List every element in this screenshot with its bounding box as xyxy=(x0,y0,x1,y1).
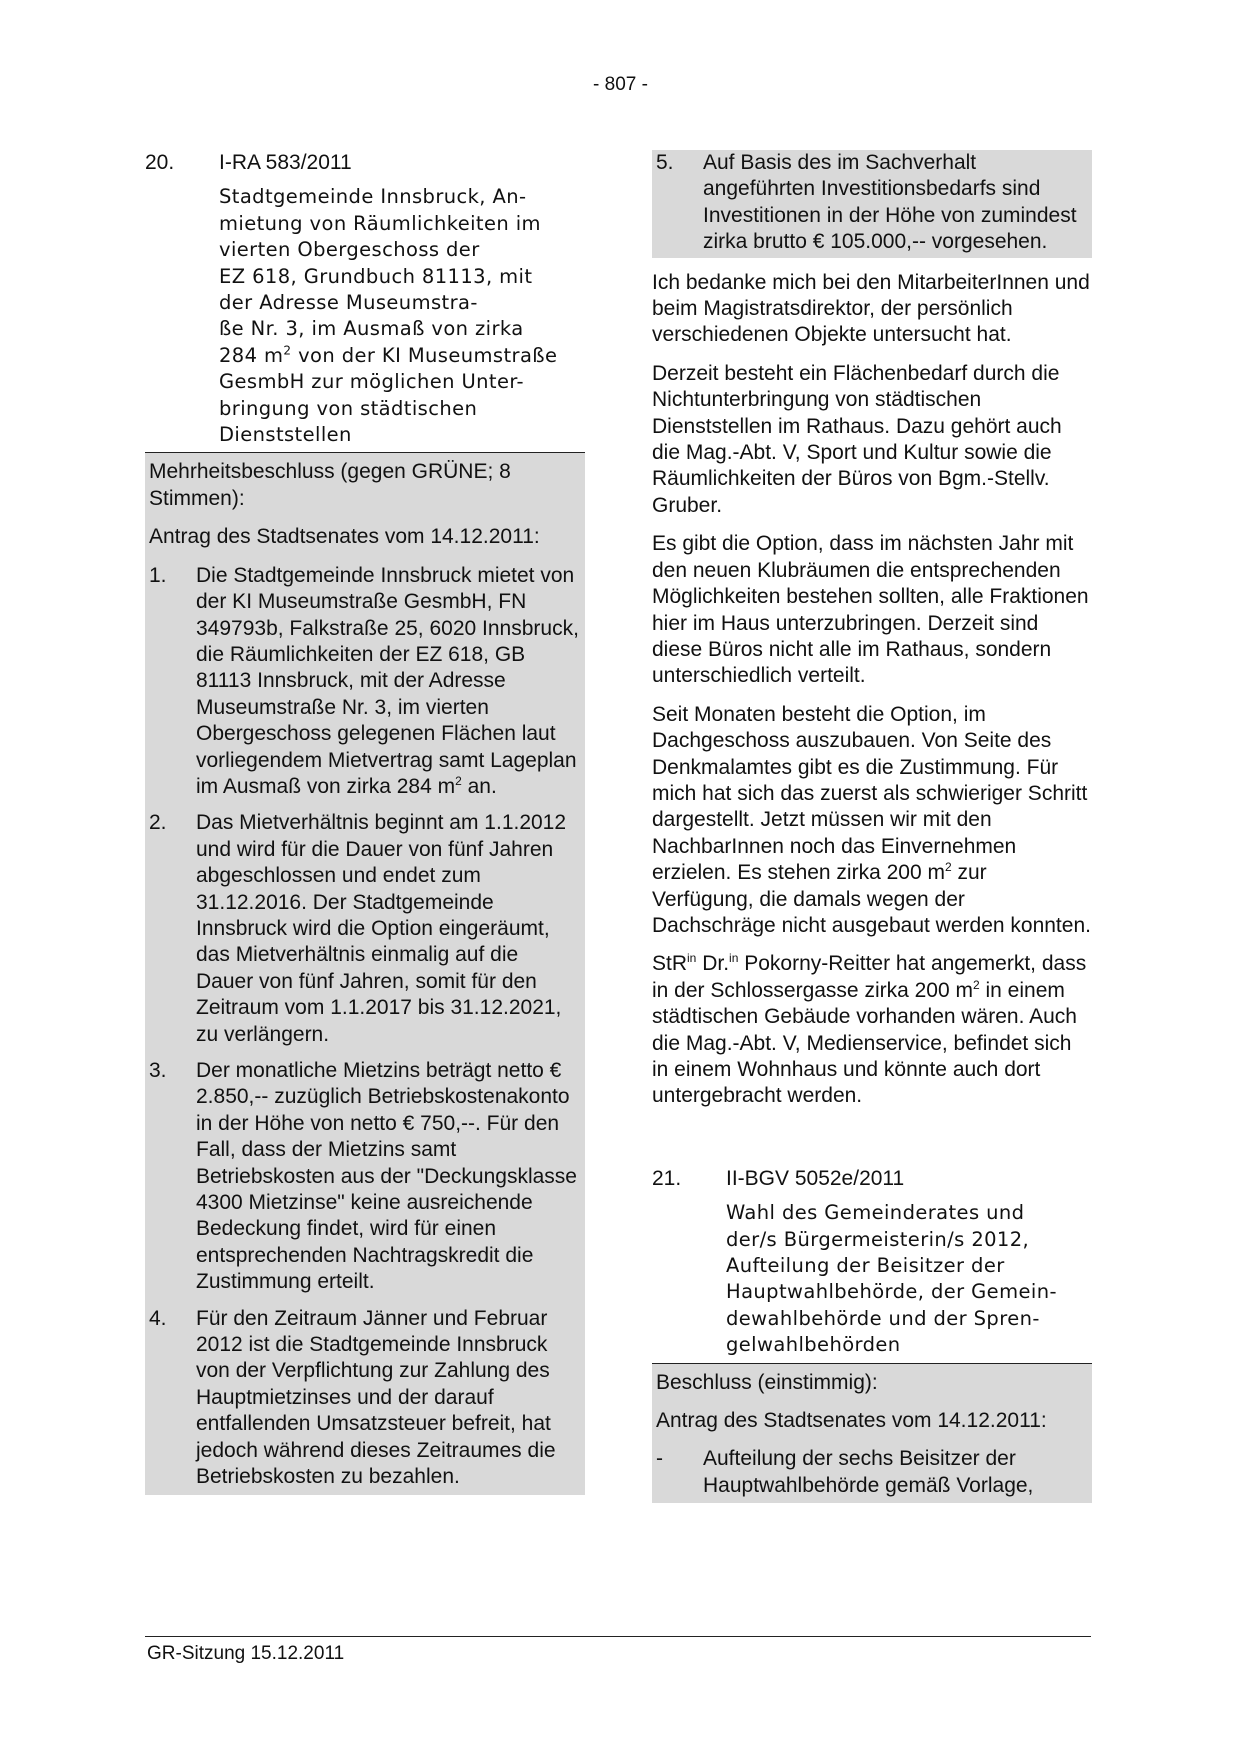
subject-line: GesmbH zur möglichen Unter- xyxy=(219,370,524,394)
resolution-text: Beschluss (einstimmig): xyxy=(656,1370,878,1394)
resolution-text: Mehrheitsbeschluss (gegen GRÜNE; 8 Stimmen): xyxy=(149,460,511,510)
left-column xyxy=(145,150,585,1495)
agenda-item-subject xyxy=(726,1200,1092,1362)
continued-list-block xyxy=(652,150,1092,258)
list-item: 3. Der monatliche Mietzins beträgt netto € 2.850,-- zuzüglich Betriebskostenakonto in der Höhe von netto € 750,--. Für den Fall, dass der Mietzins samt Betriebskosten aus der "Deckungsklasse 4300 Mietzinse" keine ausreichende Bedeckung findet, wird für einen entsprechenden Nachtragskredit die Zustimmung erteilt. xyxy=(149,1059,577,1294)
resolution-block xyxy=(652,1364,1092,1504)
subject-line: mietung von Räumlichkeiten im xyxy=(219,211,541,235)
subject-line: bringung von städtischen xyxy=(219,396,478,420)
motion-text: Antrag des Stadtsenates vom 14.12.2011: xyxy=(656,1409,1047,1433)
footer: GR-Sitzung 15.12.2011 xyxy=(147,1643,345,1664)
list-item: 1. Die Stadtgemeinde Innsbruck mietet von der KI Museumstraße GesmbH, FN 349793b, Falkstraße 25, 6020 Innsbruck, die Räumlichkeiten der EZ 618, GB 81113 Innsbruck, mit der Adresse Museumstraße Nr. 3, im vierten Obergeschoss gelegenen Flächen laut vorliegendem Mietvertrag samt Lageplan im Ausmaß von zirka 284 $m^2$ an. xyxy=(149,563,579,798)
list-item: 4. Für den Zeitraum Jänner und Februar 2012 ist die Stadtgemeinde Innsbruck von der Verpflichtung zur Zahlung des Hauptmietzinses und der darauf entfallenden Umsatzsteuer befreit, hat jedoch während dieses Zeitraumes die Betriebskosten zu bezahlen. xyxy=(149,1306,556,1489)
list-item: - Aufteilung der sechs Beisitzer der Hauptwahlbehörde gemäß Vorlage, xyxy=(656,1447,1034,1497)
subject-line: ße Nr. 3, im Ausmaß von zirka xyxy=(219,317,524,341)
subject-line: 284 $m^2$ von der KI Museumstraße xyxy=(219,343,558,367)
paragraph: StR$^{in}$ Dr.$^{in}$ Pokorny-Reitter hat angemerkt, dass in der Schlossergasse zirka 200 $m^2$ in einem städtischen Gebäude vorhanden wären. Auch die Mag.-Abt. V, Medienservice, befindet sich in einem Wohnhaus und könnte auch dort untergebracht werden. xyxy=(652,951,1087,1108)
paragraph: Ich bedanke mich bei den MitarbeiterInnen und beim Magistratsdirektor, der persönlich verschiedenen Objekte untersucht hat. xyxy=(652,270,1090,347)
subject-line: vierten Obergeschoss der xyxy=(219,238,480,262)
paragraph: Es gibt die Option, dass im nächsten Jahr mit den neuen Klubräumen die entsprechenden Möglichkeiten bestehen sollten, alle Fraktionen hier im Haus unterzubringen. Derzeit sind diese Büros nicht alle im Rathaus, sondern unterschiedlich verteilt. xyxy=(652,532,1089,688)
right-column xyxy=(652,150,1092,1503)
subject-line: Hauptwahlbehörde, der Gemein- xyxy=(726,1280,1057,1304)
list-item: 5. Auf Basis des im Sachverhalt angeführten Investitionsbedarfs sind Investitionen in der Höhe von zumindest zirka brutto € 105.000,-- vorgesehen. xyxy=(656,151,1077,254)
agenda-item-number: 20. xyxy=(145,151,175,174)
agenda-item-subject xyxy=(219,184,585,452)
resolution-block xyxy=(145,453,585,1494)
page-number: - 807 - xyxy=(593,74,648,95)
subject-line: der/s Bürgermeisterin/s 2012, xyxy=(726,1227,1030,1251)
subject-line: EZ 618, Grundbuch 81113, mit xyxy=(219,264,533,288)
subject-line: Wahl des Gemeinderates und xyxy=(726,1201,1025,1225)
subject-line: dewahlbehörde und der Spren- xyxy=(726,1306,1040,1330)
agenda-item-number: 21. xyxy=(652,1166,682,1190)
subject-line: gelwahlbehörden xyxy=(726,1333,901,1357)
agenda-item-header xyxy=(652,1166,1092,1192)
agenda-item-reference: II-BGV 5052e/2011 xyxy=(726,1166,905,1190)
paragraph: Seit Monaten besteht die Option, im Dachgeschoss auszubauen. Von Seite des Denkmalamtes gibt es die Zustimmung. Für mich hat sich das zuerst als schwieriger Schritt dargestellt. Jetzt müssen wir mit den NachbarInnen noch das Einvernehmen erzielen. Es stehen zirka 200 $m^2$ zur Verfügung, die damals wegen der Dachschräge nicht ausgebaut werden konnten. xyxy=(652,702,1091,937)
list-item: 2. Das Mietverhältnis beginnt am 1.1.2012 und wird für die Dauer von fünf Jahren abgeschlossen und endet zum 31.12.2016. Der Stadtgemeinde Innsbruck wird die Option eingeräumt, das Mietverhältnis einmalig auf die Dauer von fünf Jahren, somit für den Zeitraum vom 1.1.2017 bis 31.12.2021, zu verlängern. xyxy=(149,811,567,1046)
agenda-item-reference: I-RA 583/2011 xyxy=(219,151,352,174)
motion-text: Antrag des Stadtsenates vom 14.12.2011: xyxy=(149,525,540,549)
subject-line: Dienststellen xyxy=(219,423,352,447)
subject-line: Stadtgemeinde Innsbruck, An- xyxy=(219,185,527,209)
agenda-item-header xyxy=(145,150,585,176)
footer-divider xyxy=(145,1636,1091,1637)
subject-line: der Adresse Museumstra- xyxy=(219,291,478,315)
paragraph: Derzeit besteht ein Flächenbedarf durch die Nichtunterbringung von städtischen Dienststellen im Rathaus. Dazu gehört auch die Mag.-Abt. V, Sport und Kultur sowie die Räumlichkeiten der Büros von Bgm.-Stellv. Gruber. xyxy=(652,361,1062,517)
subject-line: Aufteilung der Beisitzer der xyxy=(726,1254,1005,1278)
